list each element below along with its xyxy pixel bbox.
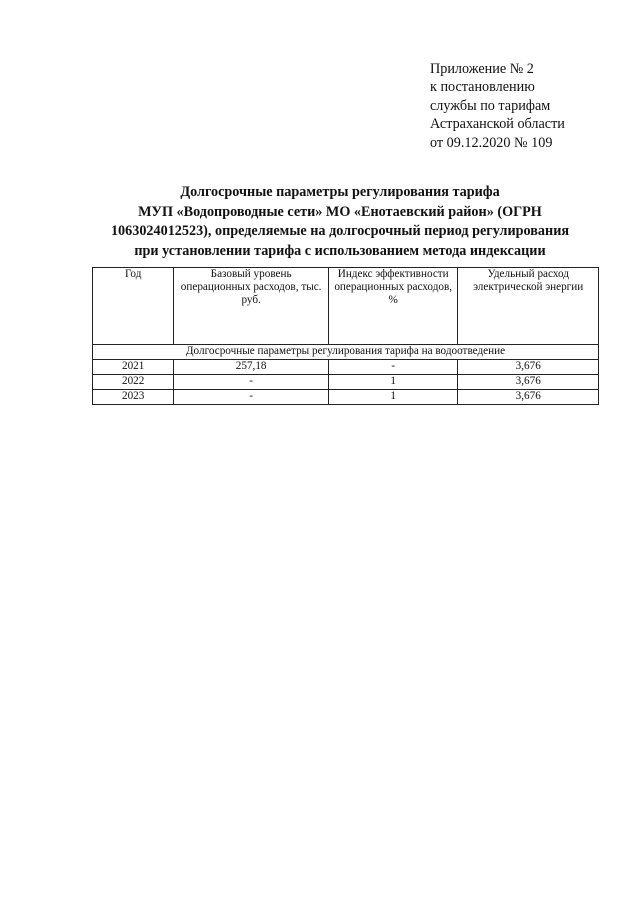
title-line: Долгосрочные параметры регулирования тарифа [180,184,500,200]
cell-base: - [174,375,329,390]
cell-base: - [174,390,329,405]
table-row [93,360,599,375]
section-row [93,345,599,360]
appendix-line: службы по тарифам [430,97,551,114]
cell-energy: 3,676 [458,390,599,405]
appendix-line: Приложение № 2 [430,61,534,77]
cell-year: 2022 [93,375,174,390]
title-line: МУП «Водопроводные сети» МО «Енотаевский район» (ОГРН [138,203,542,220]
section-label: Долгосрочные параметры регулирования тарифа на водоотведение [93,345,599,360]
header-efficiency-index: Индекс эффективности операционных расходов, % [328,268,458,345]
appendix-line: к постановлению [430,79,535,96]
appendix-line: Астраханской области [430,116,565,133]
cell-index: 1 [328,390,458,405]
appendix-line: от 09.12.2020 № 109 [430,134,553,151]
cell-base: 257,18 [174,360,329,375]
appendix-block [430,60,630,152]
header-energy-consumption: Удельный расход электрической энергии [458,268,599,345]
cell-index: 1 [328,375,458,390]
cell-index: - [328,360,458,375]
table-row [93,375,599,390]
table-header-row [93,268,599,345]
header-base-opex: Базовый уровень операционных расходов, тыс. руб. [174,268,329,345]
header-year: Год [93,268,174,345]
cell-year: 2023 [93,390,174,405]
title-line: 1063024012523), определяемые на долгосрочный период регулирования [110,223,570,239]
cell-energy: 3,676 [458,360,599,375]
parameters-table [92,267,599,405]
document-title [60,183,620,261]
title-line: при установлении тарифа с использованием метода индексации [134,242,546,259]
table-row [93,390,599,405]
cell-energy: 3,676 [458,375,599,390]
cell-year: 2021 [93,360,174,375]
